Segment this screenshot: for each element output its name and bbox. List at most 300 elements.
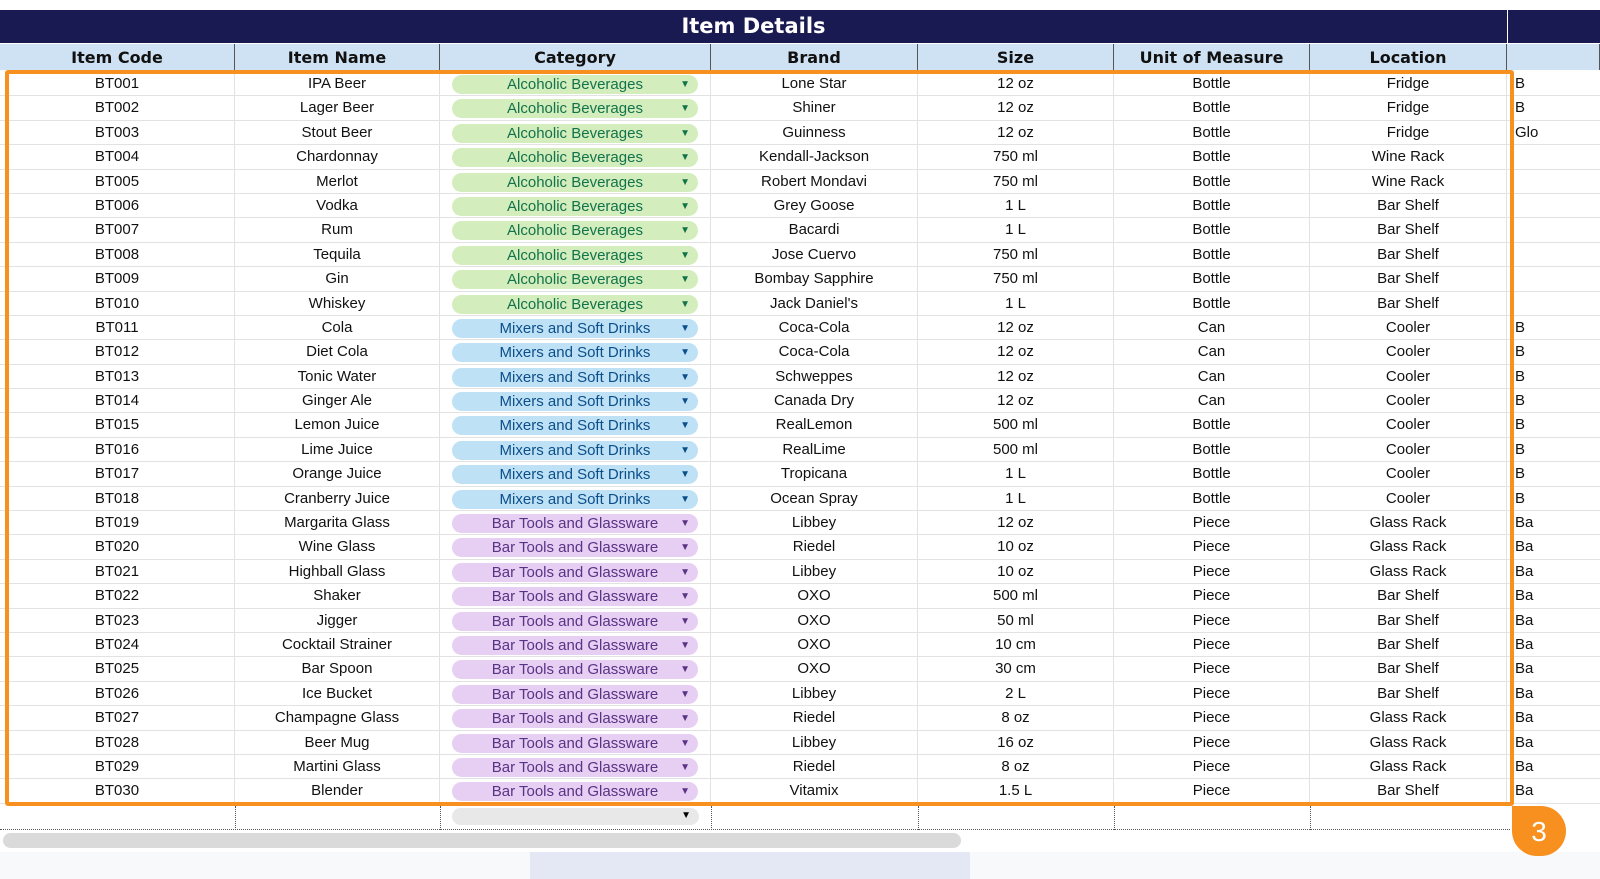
cell-location[interactable]: Bar Shelf	[1310, 609, 1507, 633]
cell-category[interactable]	[440, 292, 711, 316]
cell-location[interactable]: Glass Rack	[1310, 706, 1507, 730]
cell-next-column[interactable]: Ba	[1515, 562, 1534, 580]
cell-category[interactable]	[440, 682, 711, 706]
cell-brand[interactable]: Guinness	[711, 121, 918, 145]
cell-location[interactable]: Fridge	[1310, 72, 1507, 96]
cell-item-name[interactable]: Cranberry Juice	[235, 487, 440, 511]
cell-category[interactable]	[440, 657, 711, 681]
cell-item-code[interactable]: BT022	[0, 584, 235, 608]
cell-next-column[interactable]: Ba	[1515, 587, 1534, 605]
cell-size[interactable]: 12 oz	[918, 121, 1114, 145]
cell-brand[interactable]: Lone Star	[711, 72, 918, 96]
cell-unit-of-measure[interactable]: Piece	[1114, 584, 1310, 608]
cell-size[interactable]: 12 oz	[918, 340, 1114, 364]
category-dropdown[interactable]	[452, 538, 698, 557]
cell-brand[interactable]: Riedel	[711, 535, 918, 559]
header-unit-of-measure: Unit of Measure	[1114, 44, 1310, 70]
cell-location[interactable]: Bar Shelf	[1310, 779, 1507, 803]
cell-size[interactable]: 12 oz	[918, 96, 1114, 120]
cell-brand[interactable]: OXO	[711, 609, 918, 633]
cell-item-code[interactable]: BT024	[0, 633, 235, 657]
cell-item-name[interactable]: Highball Glass	[235, 560, 440, 584]
cell-location[interactable]: Wine Rack	[1310, 145, 1507, 169]
cell-item-code[interactable]: BT001	[0, 72, 235, 96]
cell-category[interactable]	[440, 96, 711, 120]
cell-item-name[interactable]: Wine Glass	[235, 535, 440, 559]
cell-next-column[interactable]	[1507, 170, 1600, 194]
category-dropdown[interactable]	[452, 246, 698, 265]
cell-size[interactable]: 750 ml	[918, 170, 1114, 194]
cell-item-code[interactable]: BT016	[0, 438, 235, 462]
cell-unit-of-measure[interactable]: Piece	[1114, 535, 1310, 559]
cell-category[interactable]	[440, 72, 711, 96]
cell-category[interactable]	[440, 267, 711, 291]
cell-next-column[interactable]	[1507, 267, 1600, 291]
dropdown-arrow-icon: ▼	[680, 761, 690, 773]
cell-location[interactable]: Bar Shelf	[1310, 194, 1507, 218]
cell-brand[interactable]: Kendall-Jackson	[711, 145, 918, 169]
cell-location[interactable]: Glass Rack	[1310, 731, 1507, 755]
cell-unit-of-measure[interactable]: Bottle	[1114, 487, 1310, 511]
cell-size[interactable]: 30 cm	[918, 657, 1114, 681]
cell-category[interactable]	[440, 487, 711, 511]
cell-location[interactable]: Bar Shelf	[1310, 218, 1507, 242]
cell-item-name[interactable]: Ice Bucket	[235, 682, 440, 706]
category-dropdown[interactable]	[452, 221, 698, 240]
cell-item-code[interactable]: BT025	[0, 657, 235, 681]
cell-unit-of-measure[interactable]: Bottle	[1114, 218, 1310, 242]
cell-category[interactable]	[440, 243, 711, 267]
cell-brand[interactable]: Libbey	[711, 682, 918, 706]
cell-location[interactable]: Bar Shelf	[1310, 657, 1507, 681]
cell-size[interactable]: 12 oz	[918, 316, 1114, 340]
cell-category[interactable]	[440, 535, 711, 559]
category-label: Bar Tools and Glassware	[491, 539, 659, 557]
cell-next-column[interactable]	[1507, 145, 1600, 169]
cell-unit-of-measure[interactable]: Piece	[1114, 609, 1310, 633]
dropdown-arrow-icon: ▼	[680, 225, 690, 237]
cell-brand[interactable]: Vitamix	[711, 779, 918, 803]
category-dropdown[interactable]	[452, 514, 698, 533]
cell-item-name[interactable]: Martini Glass	[235, 755, 440, 779]
cell-size[interactable]: 10 oz	[918, 560, 1114, 584]
cell-category[interactable]	[440, 340, 711, 364]
empty-row[interactable]	[0, 806, 1510, 830]
cell-next-column[interactable]: B	[1515, 440, 1526, 458]
divider	[440, 806, 441, 830]
cell-location[interactable]: Bar Shelf	[1310, 682, 1507, 706]
cell-item-code[interactable]: BT006	[0, 194, 235, 218]
category-dropdown-empty[interactable]	[452, 808, 699, 825]
dropdown-arrow-icon: ▼	[680, 713, 690, 725]
cell-next-column[interactable]: B	[1515, 392, 1526, 410]
category-dropdown[interactable]	[452, 758, 698, 777]
cell-item-code[interactable]: BT023	[0, 609, 235, 633]
category-dropdown[interactable]	[452, 99, 698, 118]
cell-brand[interactable]: Bacardi	[711, 218, 918, 242]
category-dropdown[interactable]	[452, 709, 698, 728]
cell-size[interactable]: 1 L	[918, 292, 1114, 316]
cell-category[interactable]	[440, 218, 711, 242]
cell-unit-of-measure[interactable]: Bottle	[1114, 438, 1310, 462]
cell-brand[interactable]: Tropicana	[711, 462, 918, 486]
cell-size[interactable]: 10 cm	[918, 633, 1114, 657]
category-dropdown[interactable]	[452, 270, 698, 289]
cell-item-code[interactable]: BT012	[0, 340, 235, 364]
cell-item-name[interactable]: Lime Juice	[235, 438, 440, 462]
cell-next-column[interactable]: Ba	[1515, 782, 1534, 800]
cell-next-column[interactable]: Ba	[1515, 514, 1534, 532]
cell-size[interactable]: 1 L	[918, 218, 1114, 242]
cell-size[interactable]: 750 ml	[918, 243, 1114, 267]
cell-brand[interactable]: Coca-Cola	[711, 316, 918, 340]
cell-next-column[interactable]: B	[1515, 465, 1526, 483]
cell-size[interactable]: 750 ml	[918, 145, 1114, 169]
cell-unit-of-measure[interactable]: Bottle	[1114, 267, 1310, 291]
dropdown-arrow-icon: ▼	[680, 152, 690, 164]
cell-next-column[interactable]: B	[1515, 343, 1526, 361]
cell-unit-of-measure[interactable]: Bottle	[1114, 194, 1310, 218]
cell-category[interactable]	[440, 365, 711, 389]
cell-category[interactable]	[440, 731, 711, 755]
cell-brand[interactable]: Schweppes	[711, 365, 918, 389]
cell-next-column[interactable]	[1507, 194, 1600, 218]
cell-unit-of-measure[interactable]: Piece	[1114, 633, 1310, 657]
cell-unit-of-measure[interactable]: Piece	[1114, 560, 1310, 584]
cell-item-code[interactable]: BT015	[0, 413, 235, 437]
cell-size[interactable]: 750 ml	[918, 267, 1114, 291]
cell-category[interactable]	[440, 316, 711, 340]
cell-brand[interactable]: Jack Daniel's	[711, 292, 918, 316]
category-label: Mixers and Soft Drinks	[499, 344, 651, 362]
cell-brand[interactable]: RealLemon	[711, 413, 918, 437]
cell-item-name[interactable]: Blender	[235, 779, 440, 803]
category-label: Alcoholic Beverages	[507, 124, 643, 142]
cell-brand[interactable]: Libbey	[711, 511, 918, 535]
cell-next-column[interactable]: B	[1515, 367, 1526, 385]
cell-next-column[interactable]: Ba	[1515, 635, 1534, 653]
dropdown-arrow-icon: ▼	[680, 103, 690, 115]
category-dropdown[interactable]	[452, 416, 698, 435]
cell-location[interactable]: Cooler	[1310, 340, 1507, 364]
dropdown-arrow-icon: ▼	[680, 444, 690, 456]
cell-item-code[interactable]: BT018	[0, 487, 235, 511]
cell-next-column[interactable]: B	[1515, 99, 1526, 117]
cell-size[interactable]: 1 L	[918, 462, 1114, 486]
cell-item-code[interactable]: BT026	[0, 682, 235, 706]
cell-item-name[interactable]: Lager Beer	[235, 96, 440, 120]
cell-location[interactable]: Glass Rack	[1310, 560, 1507, 584]
cell-next-column[interactable]	[1507, 243, 1600, 267]
cell-item-name[interactable]: Orange Juice	[235, 462, 440, 486]
cell-unit-of-measure[interactable]: Piece	[1114, 779, 1310, 803]
cell-unit-of-measure[interactable]: Bottle	[1114, 413, 1310, 437]
cell-item-name[interactable]: Gin	[235, 267, 440, 291]
cell-category[interactable]	[440, 462, 711, 486]
category-dropdown[interactable]	[452, 343, 698, 362]
cell-brand[interactable]: OXO	[711, 657, 918, 681]
cell-category[interactable]	[440, 609, 711, 633]
cell-location[interactable]: Fridge	[1310, 121, 1507, 145]
cell-brand[interactable]: Bombay Sapphire	[711, 267, 918, 291]
cell-item-code[interactable]: BT005	[0, 170, 235, 194]
cell-next-column[interactable]: B	[1515, 75, 1526, 92]
dropdown-arrow-icon: ▼	[680, 639, 690, 651]
category-label: Alcoholic Beverages	[507, 76, 643, 93]
cell-category[interactable]	[440, 413, 711, 437]
cell-unit-of-measure[interactable]: Bottle	[1114, 96, 1310, 120]
cell-next-column[interactable]	[1507, 218, 1600, 242]
cell-size[interactable]: 500 ml	[918, 438, 1114, 462]
cell-item-name[interactable]: Bar Spoon	[235, 657, 440, 681]
cell-category[interactable]	[440, 560, 711, 584]
cell-next-column[interactable]: B	[1515, 318, 1526, 336]
table-row	[0, 779, 1600, 803]
cell-item-name[interactable]: Merlot	[235, 170, 440, 194]
cell-size[interactable]: 500 ml	[918, 413, 1114, 437]
cell-location[interactable]: Cooler	[1310, 365, 1507, 389]
cell-unit-of-measure[interactable]: Piece	[1114, 755, 1310, 779]
category-dropdown[interactable]	[452, 392, 698, 411]
cell-item-name[interactable]: Margarita Glass	[235, 511, 440, 535]
cell-category[interactable]	[440, 511, 711, 535]
category-label: Alcoholic Beverages	[507, 149, 643, 167]
cell-unit-of-measure[interactable]: Piece	[1114, 682, 1310, 706]
cell-category[interactable]	[440, 633, 711, 657]
cell-size[interactable]: 2 L	[918, 682, 1114, 706]
cell-location[interactable]: Cooler	[1310, 413, 1507, 437]
cell-item-name[interactable]: IPA Beer	[235, 72, 440, 96]
cell-unit-of-measure[interactable]: Can	[1114, 340, 1310, 364]
cell-location[interactable]: Cooler	[1310, 389, 1507, 413]
cell-size[interactable]: 12 oz	[918, 389, 1114, 413]
cell-unit-of-measure[interactable]: Can	[1114, 365, 1310, 389]
cell-item-name[interactable]: Lemon Juice	[235, 413, 440, 437]
cell-item-name[interactable]: Cola	[235, 316, 440, 340]
table-row	[0, 633, 1600, 657]
cell-category[interactable]	[440, 706, 711, 730]
cell-next-column[interactable]: Ba	[1515, 684, 1534, 702]
cell-item-code[interactable]: BT027	[0, 706, 235, 730]
category-dropdown[interactable]	[452, 685, 698, 704]
cell-next-column[interactable]: Ba	[1515, 709, 1534, 727]
category-dropdown[interactable]	[452, 782, 698, 801]
cell-item-name[interactable]: Whiskey	[235, 292, 440, 316]
cell-unit-of-measure[interactable]: Can	[1114, 316, 1310, 340]
cell-next-column[interactable]: Ba	[1515, 611, 1534, 629]
cell-item-name[interactable]: Tequila	[235, 243, 440, 267]
cell-item-code[interactable]: BT002	[0, 96, 235, 120]
cell-item-code[interactable]: BT014	[0, 389, 235, 413]
cell-location[interactable]: Fridge	[1310, 96, 1507, 120]
cell-item-code[interactable]: BT017	[0, 462, 235, 486]
category-dropdown[interactable]	[452, 368, 698, 387]
dropdown-arrow-icon: ▼	[680, 274, 690, 286]
cell-item-name[interactable]: Jigger	[235, 609, 440, 633]
cell-next-column[interactable]: Ba	[1515, 538, 1534, 556]
cell-next-column[interactable]: Ba	[1515, 733, 1534, 751]
cell-location[interactable]: Bar Shelf	[1310, 633, 1507, 657]
cell-brand[interactable]: Canada Dry	[711, 389, 918, 413]
cell-item-name[interactable]: Rum	[235, 218, 440, 242]
cell-brand[interactable]: Libbey	[711, 560, 918, 584]
cell-next-column[interactable]: Ba	[1515, 660, 1534, 678]
cell-category[interactable]	[440, 145, 711, 169]
category-dropdown[interactable]	[452, 660, 698, 679]
cell-item-code[interactable]: BT021	[0, 560, 235, 584]
table-row	[0, 340, 1600, 364]
category-dropdown[interactable]	[452, 636, 698, 655]
cell-size[interactable]: 1 L	[918, 487, 1114, 511]
cell-item-name[interactable]: Diet Cola	[235, 340, 440, 364]
category-label: Bar Tools and Glassware	[491, 515, 659, 533]
category-dropdown[interactable]	[452, 490, 698, 509]
cell-item-code[interactable]: BT008	[0, 243, 235, 267]
cell-brand[interactable]: OXO	[711, 633, 918, 657]
cell-unit-of-measure[interactable]: Bottle	[1114, 145, 1310, 169]
cell-next-column[interactable]: Ba	[1515, 757, 1534, 775]
cell-unit-of-measure[interactable]: Piece	[1114, 706, 1310, 730]
table-row	[0, 682, 1600, 706]
cell-location[interactable]: Bar Shelf	[1310, 292, 1507, 316]
cell-item-code[interactable]: BT010	[0, 292, 235, 316]
cell-brand[interactable]: Jose Cuervo	[711, 243, 918, 267]
cell-category[interactable]	[440, 755, 711, 779]
cell-item-code[interactable]: BT013	[0, 365, 235, 389]
cell-item-code[interactable]: BT009	[0, 267, 235, 291]
category-dropdown[interactable]	[452, 148, 698, 167]
cell-location[interactable]: Glass Rack	[1310, 511, 1507, 535]
cell-category[interactable]	[440, 438, 711, 462]
cell-location[interactable]: Bar Shelf	[1310, 243, 1507, 267]
cell-item-code[interactable]: BT019	[0, 511, 235, 535]
cell-brand[interactable]: Coca-Cola	[711, 340, 918, 364]
cell-location[interactable]: Cooler	[1310, 487, 1507, 511]
category-dropdown[interactable]	[452, 441, 698, 460]
cell-unit-of-measure[interactable]: Piece	[1114, 511, 1310, 535]
cell-item-code[interactable]: BT003	[0, 121, 235, 145]
horizontal-scrollbar[interactable]	[3, 833, 961, 848]
cell-brand[interactable]: Riedel	[711, 755, 918, 779]
cell-location[interactable]: Cooler	[1310, 438, 1507, 462]
divider	[711, 806, 712, 830]
category-dropdown[interactable]	[452, 734, 698, 753]
cell-item-name[interactable]: Cocktail Strainer	[235, 633, 440, 657]
category-dropdown[interactable]	[452, 75, 698, 94]
cell-location[interactable]: Cooler	[1310, 462, 1507, 486]
cell-size[interactable]: 1.5 L	[918, 779, 1114, 803]
category-dropdown[interactable]	[452, 465, 698, 484]
cell-next-column[interactable]: B	[1515, 416, 1526, 434]
category-dropdown[interactable]	[452, 612, 698, 631]
category-dropdown[interactable]	[452, 124, 698, 143]
cell-size[interactable]: 12 oz	[918, 72, 1114, 96]
cell-location[interactable]: Wine Rack	[1310, 170, 1507, 194]
table-row	[0, 121, 1600, 145]
cell-brand[interactable]: Libbey	[711, 731, 918, 755]
cell-item-code[interactable]: BT030	[0, 779, 235, 803]
cell-size[interactable]: 12 oz	[918, 365, 1114, 389]
category-dropdown[interactable]	[452, 319, 698, 338]
cell-brand[interactable]: Grey Goose	[711, 194, 918, 218]
cell-location[interactable]: Glass Rack	[1310, 535, 1507, 559]
cell-category[interactable]	[440, 170, 711, 194]
cell-next-column[interactable]	[1507, 292, 1600, 316]
category-dropdown[interactable]	[452, 173, 698, 192]
cell-size[interactable]: 8 oz	[918, 706, 1114, 730]
cell-unit-of-measure[interactable]: Can	[1114, 389, 1310, 413]
cell-item-code[interactable]: BT028	[0, 731, 235, 755]
cell-category[interactable]	[440, 194, 711, 218]
cell-item-name[interactable]: Beer Mug	[235, 731, 440, 755]
cell-size[interactable]: 8 oz	[918, 755, 1114, 779]
cell-brand[interactable]: Ocean Spray	[711, 487, 918, 511]
cell-category[interactable]	[440, 584, 711, 608]
cell-next-column[interactable]: B	[1515, 489, 1526, 507]
cell-unit-of-measure[interactable]: Bottle	[1114, 243, 1310, 267]
cell-unit-of-measure[interactable]: Bottle	[1114, 462, 1310, 486]
cell-item-name[interactable]: Stout Beer	[235, 121, 440, 145]
cell-item-name[interactable]: Ginger Ale	[235, 389, 440, 413]
cell-category[interactable]	[440, 779, 711, 803]
cell-item-code[interactable]: BT011	[0, 316, 235, 340]
cell-size[interactable]: 50 ml	[918, 609, 1114, 633]
cell-size[interactable]: 10 oz	[918, 535, 1114, 559]
cell-unit-of-measure[interactable]: Bottle	[1114, 292, 1310, 316]
sheet-tab-area	[530, 852, 970, 879]
cell-unit-of-measure[interactable]: Piece	[1114, 657, 1310, 681]
cell-unit-of-measure[interactable]: Bottle	[1114, 121, 1310, 145]
cell-brand[interactable]: OXO	[711, 584, 918, 608]
cell-item-name[interactable]: Tonic Water	[235, 365, 440, 389]
category-dropdown[interactable]	[452, 563, 698, 582]
cell-unit-of-measure[interactable]: Piece	[1114, 731, 1310, 755]
cell-item-name[interactable]: Champagne Glass	[235, 706, 440, 730]
cell-item-code[interactable]: BT004	[0, 145, 235, 169]
category-label: Alcoholic Beverages	[507, 246, 643, 264]
cell-location[interactable]: Bar Shelf	[1310, 584, 1507, 608]
cell-size[interactable]: 12 oz	[918, 511, 1114, 535]
cell-unit-of-measure[interactable]: Bottle	[1114, 72, 1310, 96]
cell-item-code[interactable]: BT007	[0, 218, 235, 242]
cell-size[interactable]: 500 ml	[918, 584, 1114, 608]
cell-brand[interactable]: Robert Mondavi	[711, 170, 918, 194]
category-dropdown[interactable]	[452, 295, 698, 314]
cell-category[interactable]	[440, 121, 711, 145]
cell-size[interactable]: 1 L	[918, 194, 1114, 218]
cell-next-column[interactable]: Glo	[1515, 123, 1539, 141]
cell-category[interactable]	[440, 389, 711, 413]
cell-location[interactable]: Bar Shelf	[1310, 267, 1507, 291]
cell-item-code[interactable]: BT029	[0, 755, 235, 779]
dropdown-arrow-icon: ▼	[680, 469, 690, 481]
cell-item-code[interactable]: BT020	[0, 535, 235, 559]
cell-unit-of-measure[interactable]: Bottle	[1114, 170, 1310, 194]
cell-location[interactable]: Glass Rack	[1310, 755, 1507, 779]
cell-brand[interactable]: Shiner	[711, 96, 918, 120]
cell-size[interactable]: 16 oz	[918, 731, 1114, 755]
cell-item-name[interactable]: Chardonnay	[235, 145, 440, 169]
category-dropdown[interactable]	[452, 197, 698, 216]
category-label: Bar Tools and Glassware	[491, 636, 659, 654]
dropdown-arrow-icon: ▼	[680, 298, 690, 310]
cell-location[interactable]: Cooler	[1310, 316, 1507, 340]
cell-item-name[interactable]: Vodka	[235, 194, 440, 218]
cell-item-name[interactable]: Shaker	[235, 584, 440, 608]
category-dropdown[interactable]	[452, 587, 698, 606]
cell-brand[interactable]: Riedel	[711, 706, 918, 730]
cell-brand[interactable]: RealLime	[711, 438, 918, 462]
